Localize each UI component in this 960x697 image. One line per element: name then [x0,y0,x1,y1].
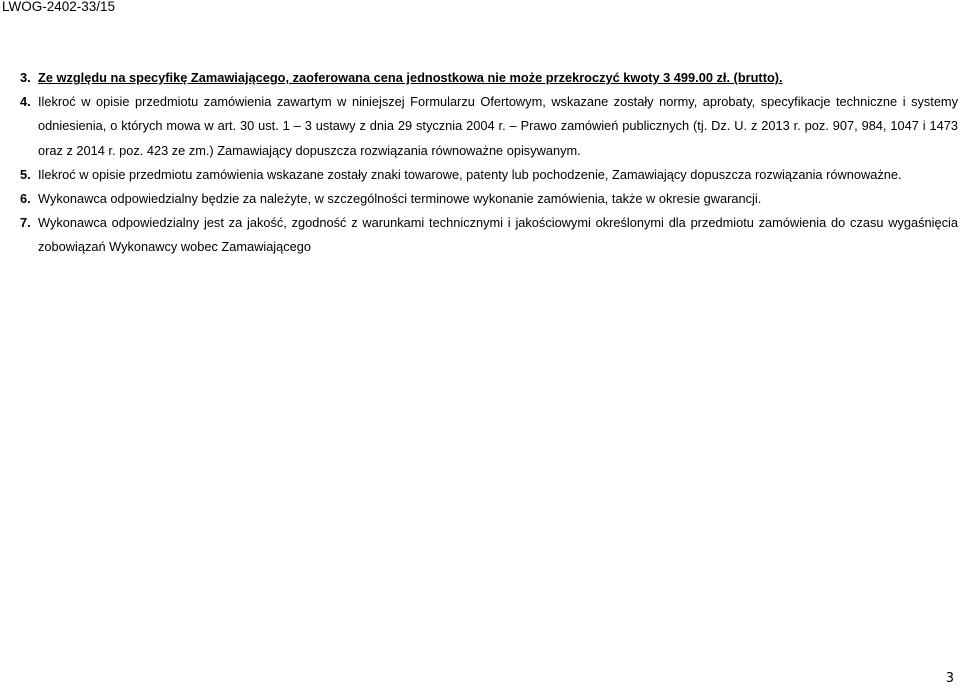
numbered-list [20,66,958,260]
item-number: 3. [20,70,31,85]
item-text: Ilekroć w opisie przedmiotu zamówienia zawartym w niniejszej Formularzu Ofertowym, wskazane zostały normy, aprobaty, specyfikacje techniczne i systemy odniesienia, o których mowa w art. 30 ust. 1 – 3 ustawy z dnia 29 stycznia 2004 r. – Prawo zamówień publicznych (tj. Dz. U. z 2013 r. poz. 907, 984, 1047 i 1473 oraz z 2014 r. poz. 423 ze zm.) Zamawiający dopuszcza rozwiązania równoważne opisywanym. [38,94,958,158]
list-item-3 [20,66,958,90]
document-reference: LWOG-2402-33/15 [2,0,116,14]
item-number: 6. [20,191,31,207]
list-item-7 [20,211,958,259]
item-number: 7. [20,215,31,231]
item-number: 4. [20,94,31,110]
item-number: 5. [20,166,31,182]
item-text: Wykonawca odpowiedzialny jest za jakość, zgodność z warunkami technicznymi i jakościowymi określonymi dla przedmiotu zamówienia do czasu wygaśnięcia zobowiązań Wykonawcy wobec Zamawiającego [38,215,958,255]
item-text: Wykonawca odpowiedzialny będzie za należyte, w szczególności terminowe wykonanie zamówienia, także w okresie gwarancji. [38,191,762,207]
list-item-6 [20,187,958,211]
page-number: 3 [945,671,954,686]
list-item-4 [20,90,958,163]
item-text: Ze względu na specyfikę Zamawiającego, zaoferowana cena jednostkowa nie może przekroczyć kwoty 3 499.00 zł. (brutto). [38,70,783,85]
list-item-5 [20,163,958,187]
item-text: Ilekroć w opisie przedmiotu zamówienia wskazane zostały znaki towarowe, patenty lub pochodzenie, Zamawiający dopuszcza rozwiązania równoważne. [38,166,902,182]
